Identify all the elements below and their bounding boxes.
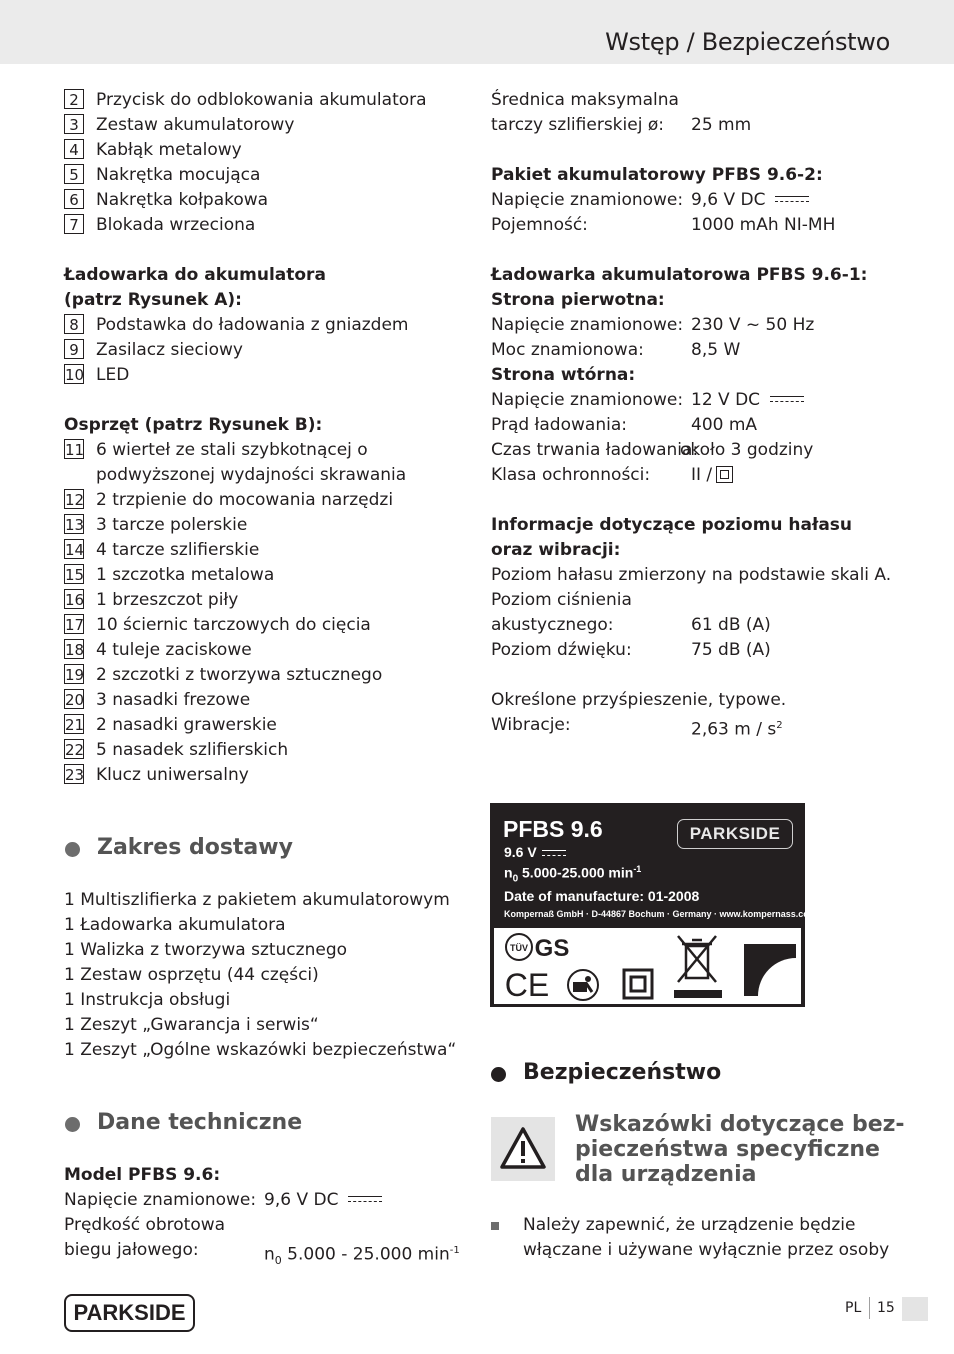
warning-heading: Wskazówki dotyczące bez- pieczeństwa specyficzne dla urządzenia — [575, 1112, 905, 1187]
safety-text-line: włączane i używane wyłącznie przez osoby — [523, 1240, 890, 1260]
dc-symbol-icon — [348, 1195, 382, 1205]
spec-row: Pojemność: 1000 mAh NI-MH — [491, 215, 836, 235]
gs-text: GS — [534, 935, 570, 962]
section-bullet — [491, 1067, 506, 1082]
section-bullet — [65, 1117, 80, 1132]
plate-voltage: 9.6 V — [504, 844, 566, 860]
noise-intro: Poziom hałasu zmierzony na podstawie skali A. — [491, 565, 892, 585]
page-title: Wstęp / Bezpieczeństwo — [605, 28, 890, 56]
footer-language: PL — [845, 1300, 862, 1316]
ce-text: CE — [504, 967, 550, 1000]
spec-row: tarczy szlifierskiej ø: 25 mm — [491, 115, 752, 135]
charger-heading: Ładowarka do akumulatora — [64, 265, 326, 285]
footer-box — [902, 1297, 928, 1321]
spec-row: Napięcie znamionowe: 9,6 V DC — [64, 1188, 464, 1213]
safety-text-line: Należy zapewnić, że urządzenie będzie — [523, 1215, 856, 1235]
list-item: 1 Walizka z tworzywa sztucznego — [64, 940, 348, 960]
accel-intro: Określone przyśpieszenie, typowe. — [491, 690, 787, 710]
delivery-heading: Zakres dostawy — [97, 835, 293, 860]
plate-maker: Kompernaß GmbH · D-44867 Bochum · Germany · www.kompernass.com — [504, 909, 817, 919]
plate-title: PFBS 9.6 — [503, 816, 603, 842]
primary-heading: Strona pierwotna: — [491, 290, 665, 310]
dc-symbol-icon — [542, 850, 566, 857]
plate-date: Date of manufacture: 01-2008 — [504, 888, 700, 904]
dc-symbol-icon — [770, 395, 804, 405]
list-item: 1 Multiszlifierka z pakietem akumulatorowym — [64, 890, 450, 910]
page-number: 15 — [877, 1300, 895, 1316]
tuv-text: TÜV — [510, 943, 528, 953]
spec-row: Napięcie znamionowe: 230 V ~ 50 Hz — [491, 315, 815, 335]
spec-row: akustycznego: 61 dB (A) — [491, 615, 771, 635]
spec-label: Prędkość obrotowa — [64, 1215, 226, 1235]
spec-row: Wibracje: 2,63 m / $s^2$ — [491, 715, 783, 740]
tuv-gs-mark-icon — [504, 932, 576, 962]
list-item: 1 Zestaw osprzętu (44 części) — [64, 965, 319, 985]
secondary-heading: Strona wtórna: — [491, 365, 636, 385]
tech-heading: Dane techniczne — [97, 1110, 303, 1135]
charger-spec-heading: Ładowarka akumulatorowa PFBS 9.6-1: — [491, 265, 868, 285]
noise-subheading: oraz wibracji: — [491, 540, 621, 560]
list-item: 1 Zeszyt „Ogólne wskazówki bezpieczeństwa“ — [64, 1040, 457, 1060]
dc-symbol-icon — [775, 195, 809, 205]
charger-subheading: (patrz Rysunek A): — [64, 290, 242, 310]
safety-heading: Bezpieczeństwo — [523, 1060, 722, 1085]
spec-label: Poziom ciśnienia — [491, 590, 632, 610]
spec-row: Poziom dźwięku: 75 dB (A) — [491, 640, 771, 660]
crossed-bin-icon — [672, 932, 724, 1000]
warning-box — [491, 1117, 555, 1181]
footer-logo: PARKSIDE — [64, 1294, 195, 1332]
plate-speed: $n_0$ 5.000-25.000 $\min^{-1}$ — [504, 864, 642, 885]
battery-heading: Pakiet akumulatorowy PFBS 9.6-2: — [491, 165, 823, 185]
protection-class-ii-icon — [716, 466, 733, 483]
accessories-heading: Osprzęt (patrz Rysunek B): — [64, 415, 323, 435]
noise-heading: Informacje dotyczące poziomu hałasu — [491, 515, 853, 535]
spec-row: Napięcie znamionowe: 9,6 V DC — [491, 188, 891, 213]
footer-divider — [869, 1297, 870, 1319]
rating-plate — [490, 803, 817, 1007]
spec-row: Czas trwania ładowania: około 3 godziny — [491, 440, 814, 460]
ce-mark-icon — [502, 966, 552, 1000]
parkside-logo: PARKSIDE — [677, 819, 793, 849]
read-manual-icon — [566, 968, 600, 1002]
model-heading: Model PFBS 9.6: — [64, 1165, 221, 1185]
spec-label: Średnica maksymalna — [491, 90, 679, 110]
spec-row: biegu jałowego: $n_0$ 5.000 - 25.000 $\min^{-1}$ — [64, 1240, 460, 1268]
plate-symbols — [494, 928, 801, 1004]
spec-row: Prąd ładowania: 400 mA — [491, 415, 758, 435]
list-item: 1 Ładowarka akumulatora — [64, 915, 286, 935]
square-bullet — [491, 1222, 499, 1230]
list-item: 1 Zeszyt „Gwarancja i serwis“ — [64, 1015, 319, 1035]
spec-row: Klasa ochronności: II / — [491, 463, 891, 488]
list-item: 1 Instrukcja obsługi — [64, 990, 231, 1010]
spec-row: Moc znamionowa: 8,5 W — [491, 340, 741, 360]
spec-row: Napięcie znamionowe: 12 V DC — [491, 388, 891, 413]
warning-triangle-icon — [491, 1117, 555, 1181]
protection-class-ii-icon — [622, 968, 654, 1000]
section-bullet — [65, 842, 80, 857]
quarter-circle-mark-icon — [744, 944, 796, 996]
